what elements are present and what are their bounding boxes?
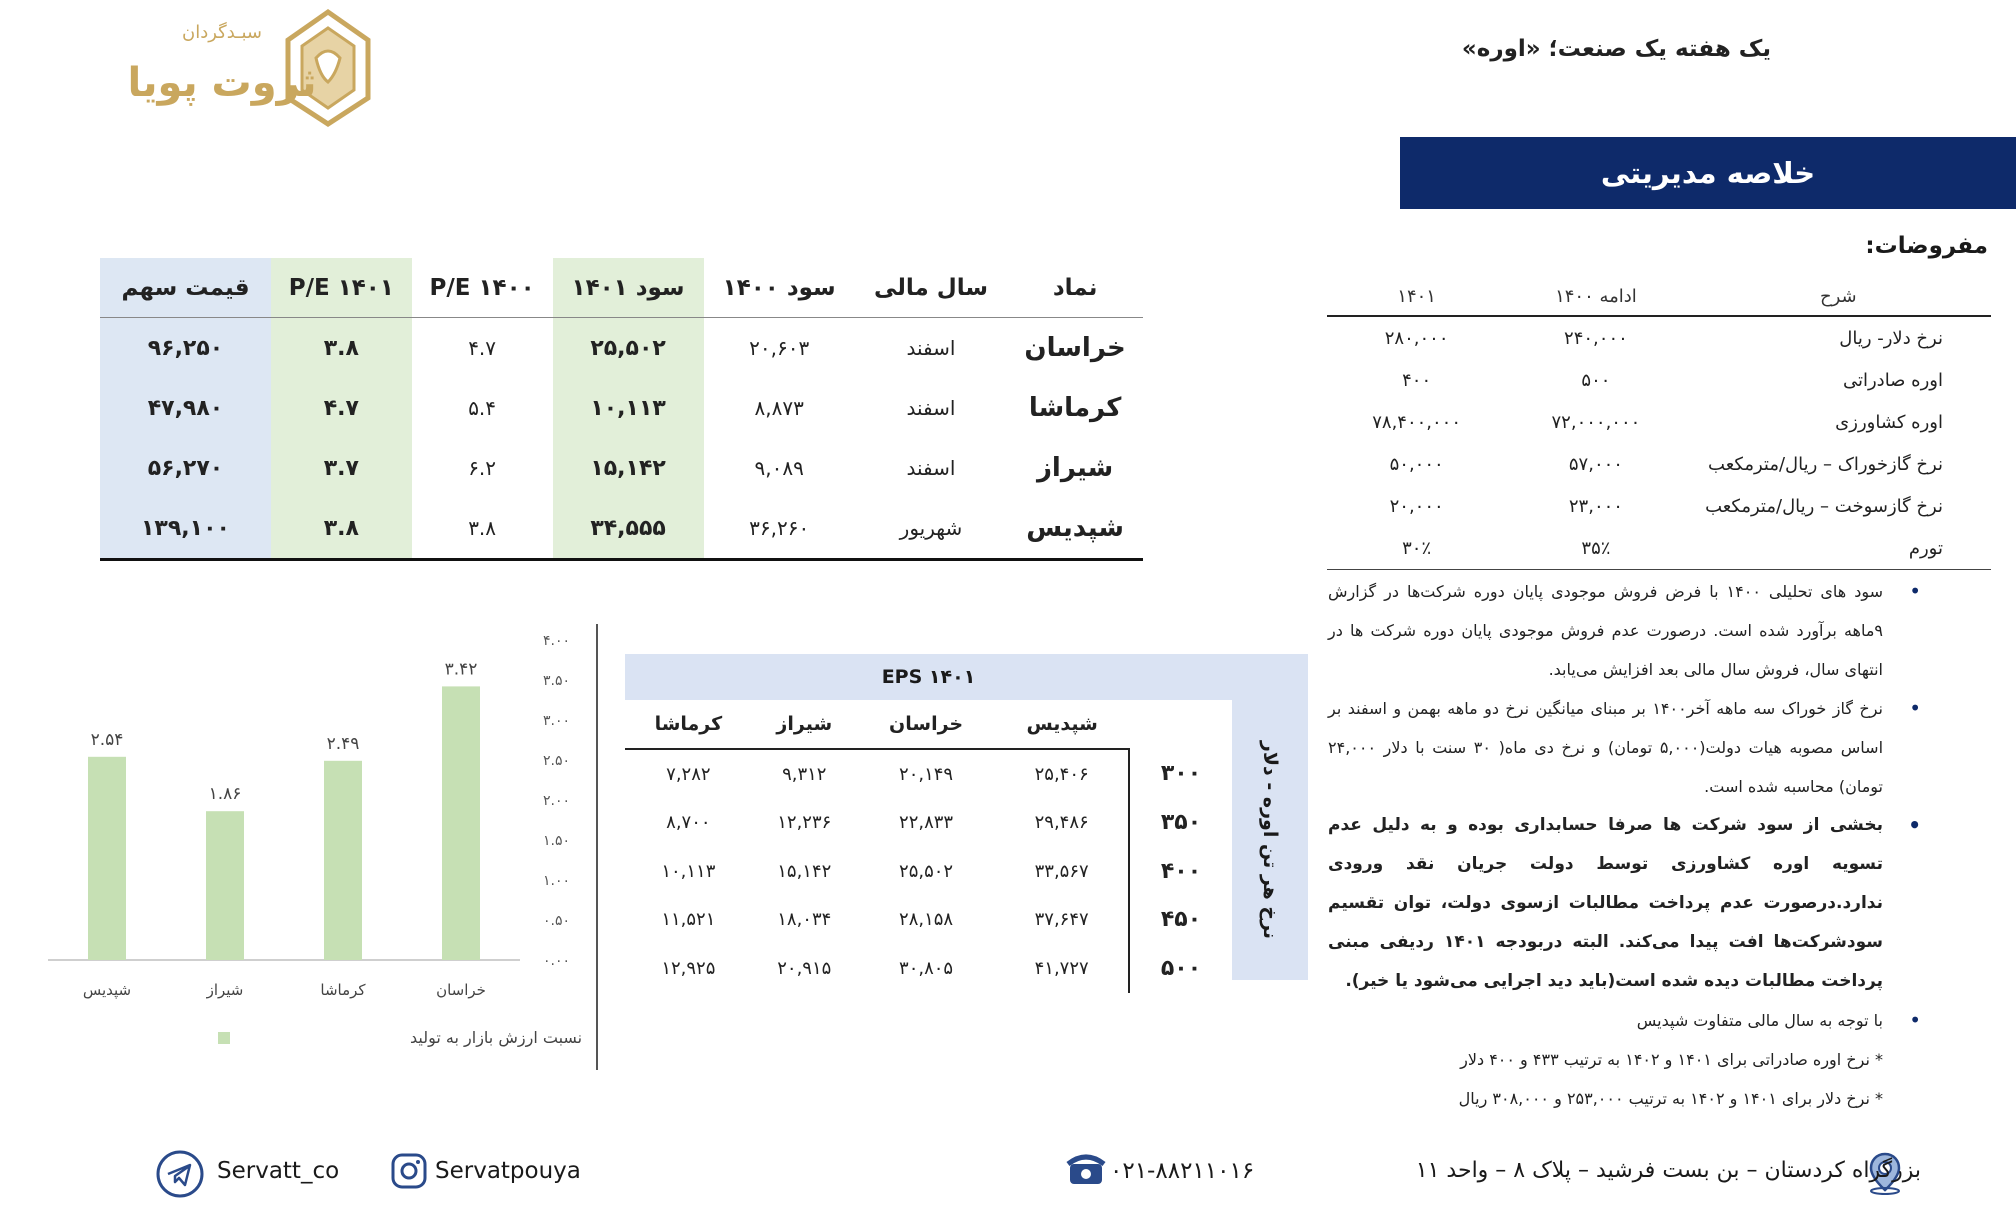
price-cell: ۵۶,۲۷۰ (100, 438, 271, 498)
chart-ytick-label: ۰.۰۰ (542, 953, 570, 969)
assumption-label: نرخ گازخوراک – ریال/مترمکعب (1708, 453, 1943, 475)
telegram-icon[interactable] (155, 1149, 205, 1203)
eps-value-cell: ۱۲,۲۳۶ (777, 812, 832, 834)
chart-data-label: ۲.۵۴ (90, 729, 124, 750)
chart-bar (324, 761, 362, 960)
symbol-cell: شپدیس (1007, 498, 1143, 560)
symbol-cell: خراسان (1024, 333, 1126, 363)
eps-header-rate (1129, 700, 1232, 749)
valuation-header-symbol: نماد (1007, 258, 1143, 318)
eps-rate-cell: ۴۰۰ (1129, 847, 1232, 896)
chart-legend-swatch (218, 1032, 230, 1044)
profit-1401-cell: ۱۵,۱۴۲ (553, 438, 704, 498)
valuation-row (100, 378, 1143, 438)
symbol-cell: کرماشا (1028, 393, 1122, 423)
document-title: یک هفته یک صنعت؛ «اوره» (1461, 36, 1771, 62)
market-value-chart (40, 630, 583, 1070)
eps-value-cell: ۲۵,۵۰۲ (899, 860, 954, 882)
eps-value-cell: ۲۸,۱۵۸ (899, 909, 954, 931)
eps-value-cell: ۹,۳۱۲ (782, 763, 827, 785)
assumptions-header-1401: ۱۴۰۱ (1327, 277, 1506, 316)
summary-banner: خلاصه مدیریتی (1400, 137, 2016, 209)
assumptions-row (1327, 527, 1991, 570)
valuation-header-profit-1401: سود ۱۴۰۱ (553, 258, 704, 318)
pe-1400-cell: ۵.۴ (468, 396, 497, 420)
logo-text-small: سبـدگردان (182, 22, 262, 43)
eps-value-cell: ۴۱,۷۲۷ (1034, 957, 1089, 979)
chart-bar (206, 811, 244, 960)
eps-value-cell: ۳۳,۵۶۷ (1034, 860, 1089, 882)
valuation-header-pe-1400: P/E ۱۴۰۰ (412, 258, 553, 318)
notes-list (1328, 572, 1883, 1118)
note-item: • بخشی از سود شرکت ها صرفا حسابداری بوده و به دلیل عدم تسویه اوره کشاورزی توسط دولت جریان نقد ورودی ندارد.درصورت عدم پرداخت مطالبات ازسوی دولت، توان تقسیم سودشرکت‌ها افت پیدا می‌کند. البته دربودجه ۱۴۰۱ ردیفی مبنی پرداخت مطالبات دیده شده است(باید دید اجرایی می‌شود یا خیر). (1328, 806, 1883, 1001)
chart-ytick-label: ۳.۵۰ (542, 673, 570, 689)
eps-value-cell: ۲۰,۹۱۵ (777, 957, 832, 979)
assumption-value: ۷۸,۴۰۰,۰۰۰ (1372, 411, 1462, 433)
chart-ytick-label: ۴.۰۰ (542, 633, 570, 649)
fiscal-year-cell: اسفند (906, 396, 956, 420)
note-item: • نرخ گاز خوراک سه ماهه آخر۱۴۰۰ بر مبنای میانگین نرخ دو ماهه بهمن و اسفند بر اساس مصوبه هیات دولت(۵,۰۰۰ تومان) و نرخ دی ماه( ۳۰ سنت با دلار ۲۴,۰۰۰ تومان) محاسبه شده است. (1328, 689, 1883, 806)
note-item: * نرخ دلار برای ۱۴۰۱ و ۱۴۰۲ به ترتیب ۲۵۳,۰۰۰ و ۳۰۸,۰۰۰ ریال (1458, 1089, 1883, 1108)
eps-row (625, 847, 1232, 896)
pe-1401-cell: ۳.۸ (271, 498, 412, 560)
profit-1400-cell: ۸,۸۷۳ (754, 396, 804, 420)
pe-1400-cell: ۳.۸ (412, 498, 553, 560)
price-cell: ۹۶,۲۵۰ (100, 318, 271, 379)
eps-row (625, 799, 1232, 848)
eps-rate-cell: ۴۵۰ (1129, 896, 1232, 945)
profit-1401-cell: ۲۵,۵۰۲ (553, 318, 704, 379)
assumptions-row (1327, 316, 1991, 359)
footer-phone[interactable]: ۰۲۱-۸۸۲۱۱۰۱۶ (1110, 1158, 1255, 1184)
pe-1400-cell: ۴.۷ (468, 336, 497, 360)
assumptions-title: مفروضات: (1865, 233, 1988, 259)
pe-1401-cell: ۳.۷ (271, 438, 412, 498)
fiscal-year-cell: اسفند (906, 456, 956, 480)
assumption-label: نرخ دلار- ریال (1839, 327, 1943, 349)
fiscal-year-cell: شهریور (855, 498, 1007, 560)
profit-1400-cell: ۹,۰۸۹ (754, 456, 804, 480)
price-cell: ۴۷,۹۸۰ (100, 378, 271, 438)
eps-value-cell: ۳۷,۶۴۷ (1034, 909, 1089, 931)
assumptions-table (1327, 277, 1991, 570)
chart-category-label: کرماشا (320, 981, 366, 999)
assumption-label: نرخ گازسوخت – ریال/مترمکعب (1705, 495, 1943, 517)
pe-1400-cell: ۶.۲ (468, 456, 497, 480)
footer-address: بزرگراه کردستان – بن بست فرشید – پلاک ۸ – واحد ۱۱ (1415, 1158, 1921, 1183)
assumption-label: تورم (1686, 527, 1991, 570)
eps-value-cell: ۲۰,۱۴۹ (899, 763, 954, 785)
section-divider (596, 624, 598, 1070)
logo-text-main: ثروت پویا (127, 60, 317, 106)
assumption-value: ۷۲,۰۰۰,۰۰۰ (1551, 411, 1641, 433)
chart-ytick-label: ۱.۵۰ (542, 833, 570, 849)
valuation-header-price: قیمت سهم (100, 258, 271, 318)
eps-side-label (1232, 700, 1308, 980)
chart-ytick-label: ۲.۵۰ (542, 753, 570, 769)
phone-icon (1066, 1152, 1106, 1192)
assumption-value: ۲۰,۰۰۰ (1389, 495, 1444, 517)
eps-rate-cell: ۳۵۰ (1129, 799, 1232, 848)
assumption-value: ۳۰٪ (1327, 527, 1506, 570)
eps-value-cell: ۱۵,۱۴۲ (777, 860, 832, 882)
eps-value-cell: ۲۹,۴۸۶ (1034, 812, 1089, 834)
note-item: • با توجه به سال مالی متفاوت شپدیس (1328, 1001, 1883, 1040)
eps-rate-cell: ۳۰۰ (1129, 749, 1232, 799)
note-item: * نرخ اوره صادراتی برای ۱۴۰۱ و ۱۴۰۲ به ترتیب ۴۳۳ و ۴۰۰ دلار (1460, 1050, 1883, 1069)
assumptions-row (1327, 443, 1991, 485)
valuation-row (100, 498, 1143, 560)
assumption-value: ۲۴۰,۰۰۰ (1564, 327, 1628, 349)
profit-1401-cell: ۳۴,۵۵۵ (553, 498, 704, 560)
valuation-row (100, 438, 1143, 498)
eps-header-col: شیراز (752, 700, 857, 749)
eps-row (625, 944, 1232, 993)
symbol-cell: شیراز (1036, 453, 1114, 483)
assumption-value: ۵۰,۰۰۰ (1389, 453, 1444, 475)
footer-telegram[interactable]: Servatt_co (217, 1158, 340, 1184)
price-cell: ۱۳۹,۱۰۰ (100, 498, 271, 560)
logo-emblem-icon (127, 6, 390, 131)
eps-value-cell: ۷,۲۸۲ (666, 763, 711, 785)
chart-ytick-label: ۳.۰۰ (542, 713, 570, 729)
valuation-header-fiscal-year: سال مالی (855, 258, 1007, 318)
valuation-header-profit-1400: سود ۱۴۰۰ (704, 258, 855, 318)
chart-category-label: شپدیس (82, 981, 132, 999)
eps-value-cell: ۱۸,۰۳۴ (777, 909, 832, 931)
eps-value-cell: ۸,۷۰۰ (666, 812, 711, 834)
eps-value-cell: ۲۵,۴۰۶ (1034, 763, 1089, 785)
eps-value-cell: ۱۰,۱۱۳ (661, 860, 716, 882)
eps-value-cell: ۲۲,۸۳۳ (899, 812, 954, 834)
note-item: • سود های تحلیلی ۱۴۰۰ با فرض فروش موجودی پایان دوره شرکت‌ها در گزارش ۹ماهه برآورد شده است. درصورت عدم فروش موجودی پایان دوره شرکت ها در انتهای سال، فروش سال مالی بعد افزایش می‌یابد. (1328, 572, 1883, 689)
eps-table (625, 700, 1232, 993)
valuation-table (100, 258, 1143, 561)
assumption-value: ۳۵٪ (1506, 527, 1685, 570)
assumptions-row (1327, 401, 1991, 443)
eps-row (625, 896, 1232, 945)
eps-side-label-text: نرخ هر تن اوره - دلار (1259, 740, 1281, 940)
eps-header-col: کرماشا (625, 700, 752, 749)
assumption-value: ۵۷,۰۰۰ (1568, 453, 1623, 475)
assumptions-header-desc: شرح (1686, 277, 1991, 316)
chart-legend-label: نسبت ارزش بازار به تولید (410, 1028, 583, 1047)
assumption-value: ۲۳,۰۰۰ (1568, 495, 1623, 517)
eps-value-cell: ۱۱,۵۲۱ (661, 909, 716, 931)
eps-title: EPS ۱۴۰۱ (625, 654, 1232, 700)
chart-data-label: ۱.۸۶ (208, 784, 242, 805)
chart-ytick-label: ۱.۰۰ (542, 873, 570, 889)
assumption-value: ۴۰۰ (1402, 369, 1432, 391)
profit-1400-cell: ۲۰,۶۰۳ (749, 336, 810, 360)
profit-1400-cell: ۳۶,۲۶۰ (704, 498, 855, 560)
eps-header-col: شپدیس (995, 700, 1129, 749)
chart-category-label: خراسان (436, 981, 486, 999)
assumptions-row (1327, 359, 1991, 401)
chart-category-label: شیراز (206, 981, 244, 999)
footer-instagram[interactable]: Servatpouya (435, 1158, 581, 1184)
chart-data-label: ۳.۴۲ (444, 659, 478, 680)
eps-row (625, 749, 1232, 799)
profit-1401-cell: ۱۰,۱۱۳ (553, 378, 704, 438)
assumption-value: ۵۰۰ (1581, 369, 1611, 391)
eps-value-cell: ۱۲,۹۲۵ (661, 957, 716, 979)
instagram-icon[interactable] (390, 1152, 428, 1194)
assumption-value: ۲۸۰,۰۰۰ (1384, 327, 1449, 349)
chart-bar (442, 686, 480, 960)
pe-1401-cell: ۴.۷ (271, 378, 412, 438)
chart-bar (88, 757, 126, 960)
valuation-header-pe-1401: P/E ۱۴۰۱ (271, 258, 412, 318)
pe-1401-cell: ۳.۸ (271, 318, 412, 379)
assumptions-row (1327, 485, 1991, 527)
company-logo (127, 6, 390, 131)
eps-value-cell: ۳۰,۸۰۵ (899, 957, 954, 979)
valuation-row (100, 318, 1143, 379)
assumptions-header-1400: ادامه ۱۴۰۰ (1506, 277, 1685, 316)
assumption-label: اوره کشاورزی (1835, 411, 1943, 433)
fiscal-year-cell: اسفند (906, 336, 956, 360)
chart-data-label: ۲.۴۹ (326, 733, 360, 754)
chart-ytick-label: ۰.۵۰ (542, 913, 570, 929)
eps-rate-cell: ۵۰۰ (1129, 944, 1232, 993)
eps-header-col: خراسان (857, 700, 995, 749)
assumption-label: اوره صادراتی (1842, 369, 1943, 391)
chart-ytick-label: ۲.۰۰ (542, 793, 570, 809)
